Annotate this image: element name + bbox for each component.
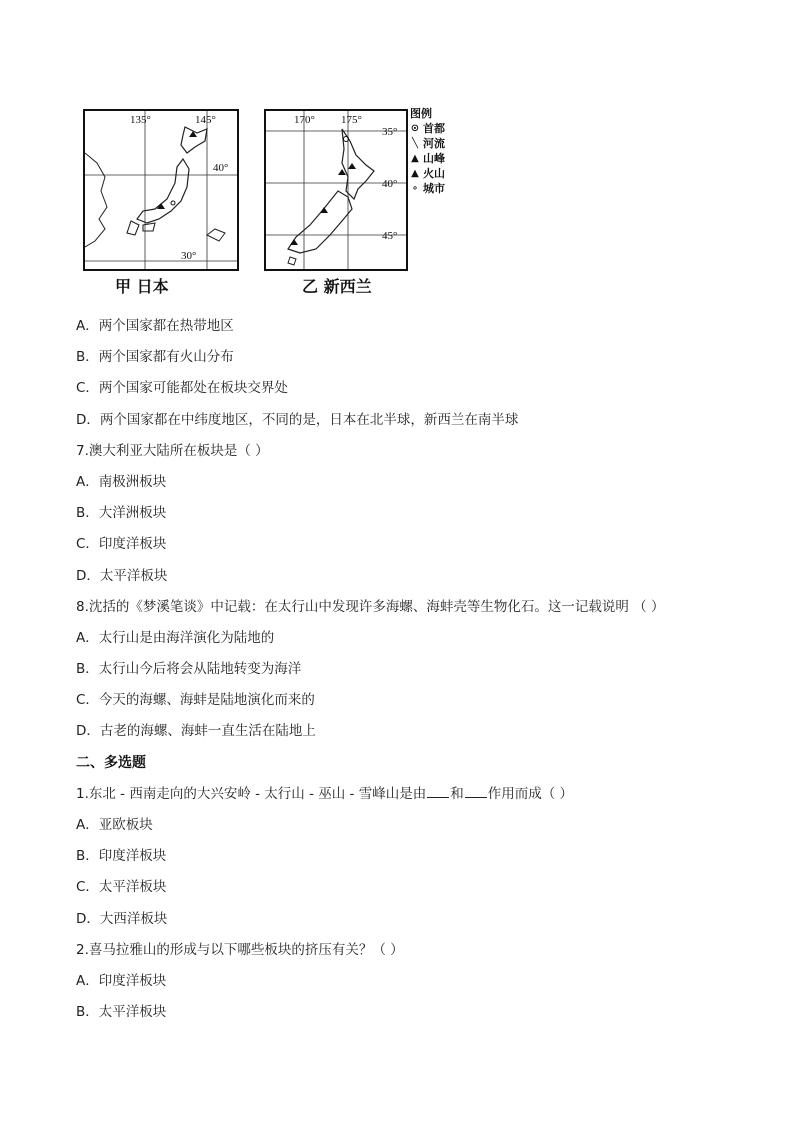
japan-lat-label-30: 30° — [181, 250, 197, 262]
legend-item-city — [410, 181, 445, 196]
volcano-symbol-icon: ▲ — [411, 168, 419, 179]
s2-q1-stem — [76, 779, 736, 810]
new-zealand-map — [264, 109, 408, 271]
legend-label: 河流 — [423, 137, 445, 150]
legend-label: 城市 — [423, 182, 445, 195]
legend-item-volcano — [410, 166, 445, 181]
q7-option-a: A．南极洲板块 — [76, 473, 167, 490]
s2-q2-option-a: A．印度洋板块 — [76, 972, 167, 989]
japan-lat-label-40: 40° — [213, 162, 229, 174]
q8-option-a: A．太行山是由海洋演化为陆地的 — [76, 629, 275, 646]
q6-option-d: D．两个国家都在中纬度地区，不同的是，日本在北半球，新西兰在南半球 — [76, 411, 519, 428]
answer-blank — [427, 783, 449, 798]
japan-lon-label-145: 145° — [195, 114, 216, 126]
s2-q1-option-d: D．大西洋板块 — [76, 910, 168, 927]
q6-option-b: B．两个国家都有火山分布 — [76, 349, 234, 366]
legend-label: 首都 — [423, 122, 445, 135]
legend-item-peak — [410, 151, 445, 166]
nz-lat-label-35: 35° — [382, 126, 398, 138]
q6-option-c: C．两个国家可能都处在板块交界处 — [76, 380, 288, 397]
answer-blank — [465, 783, 487, 798]
nz-lon-label-170: 170° — [294, 114, 315, 126]
nz-lon-label-175: 175° — [341, 114, 362, 126]
q8-stem: 8.沈括的《梦溪笔谈》中记载：在太行山中发现许多海螺、海蚌壳等生物化石。这一记载说明 （ ） — [76, 598, 665, 615]
japan-lon-label-135: 135° — [130, 114, 151, 126]
legend-label: 山峰 — [423, 152, 445, 165]
q8-option-b: B．太行山今后将会从陆地转变为海洋 — [76, 661, 302, 678]
section-title-multi-choice: 二、多选题 — [76, 754, 146, 771]
question-text — [76, 311, 736, 1028]
s2-q1-option-c: C．太平洋板块 — [76, 879, 167, 896]
s2-q1-option-a: A．亚欧板块 — [76, 817, 153, 833]
s2-q2-stem: 2.喜马拉雅山的形成与以下哪些板块的挤压有关？（ ） — [76, 941, 404, 958]
nz-map-caption: 乙 新西兰 — [302, 277, 372, 296]
s2-q1-stem-part3: 作用而成（ ） — [487, 785, 573, 802]
q7-stem: 7.澳大利亚大陆所在板块是（ ） — [76, 442, 269, 459]
q8-option-c: C．今天的海螺、海蚌是陆地演化而来的 — [76, 692, 315, 709]
s2-q1-stem-part2: 和 — [450, 785, 464, 802]
map-legend — [410, 106, 445, 196]
s2-q2-option-b: B．太平洋板块 — [76, 1004, 167, 1021]
q7-option-d: D．太平洋板块 — [76, 567, 168, 584]
legend-item-capital — [410, 121, 445, 136]
river-symbol-icon: ╲ — [411, 138, 419, 149]
s2-q1-stem-part1: 1.东北 - 西南走向的大兴安岭 - 太行山 - 巫山 - 雪峰山是由 — [76, 785, 427, 802]
map-figure — [80, 106, 460, 302]
japan-map-caption: 甲 日本 — [115, 277, 169, 296]
capital-symbol-icon: ⊙ — [410, 123, 420, 134]
s2-q1-option-b: B．印度洋板块 — [76, 848, 167, 865]
legend-label: 火山 — [423, 167, 445, 180]
japan-map — [83, 109, 239, 271]
q7-option-b: B．大洋洲板块 — [76, 505, 167, 522]
city-symbol-icon: ∘ — [411, 183, 419, 194]
q8-option-d: D．古老的海螺、海蚌一直生活在陆地上 — [76, 723, 316, 740]
legend-item-river — [410, 136, 445, 151]
nz-lat-label-40: 40° — [382, 178, 398, 190]
q7-option-c: C．印度洋板块 — [76, 536, 167, 553]
peak-symbol-icon: ▲ — [411, 153, 419, 164]
legend-title: 图例 — [410, 107, 432, 120]
q6-option-a: A．两个国家都在热带地区 — [76, 318, 234, 334]
nz-lat-label-45: 45° — [382, 230, 398, 242]
